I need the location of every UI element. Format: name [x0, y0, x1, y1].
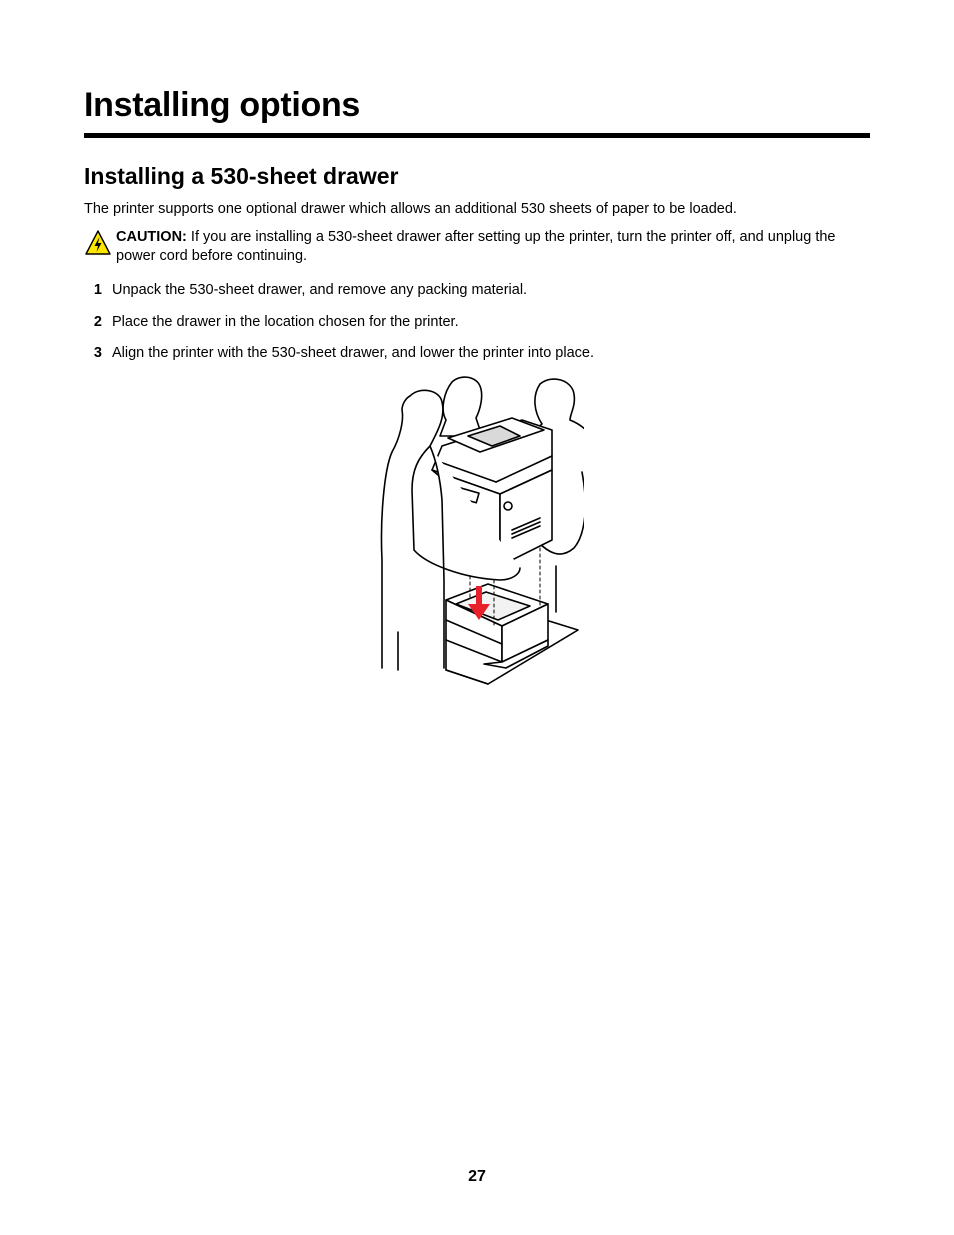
- page-number: 27: [468, 1168, 486, 1185]
- title-rule: [84, 133, 870, 138]
- person-back: [440, 377, 486, 436]
- printer-installation-illustration: [374, 374, 584, 690]
- step-number: 1: [93, 282, 102, 298]
- intro-paragraph: The printer supports one optional drawer which allows an additional 530 sheets of paper to be loaded.: [84, 201, 737, 217]
- section-heading: Installing a 530-sheet drawer: [84, 163, 399, 189]
- step-text: Align the printer with the 530-sheet drawer, and lower the printer into place.: [112, 345, 594, 361]
- page-title: Installing options: [84, 86, 361, 124]
- step-number: 2: [93, 314, 102, 330]
- step-item: [84, 281, 864, 300]
- step-text: Place the drawer in the location chosen for the printer.: [112, 314, 459, 330]
- caution-body: If you are installing a 530-sheet drawer after setting up the printer, turn the printer off, and unplug the power cord before continuing.: [116, 229, 836, 264]
- caution-notice: [116, 228, 876, 266]
- electrical-hazard-warning-icon: [85, 230, 111, 256]
- step-text: Unpack the 530-sheet drawer, and remove any packing material.: [112, 282, 528, 298]
- step-item: [84, 313, 864, 332]
- step-number: 3: [93, 345, 102, 361]
- step-item: [84, 344, 864, 363]
- caution-label: CAUTION:: [116, 229, 187, 245]
